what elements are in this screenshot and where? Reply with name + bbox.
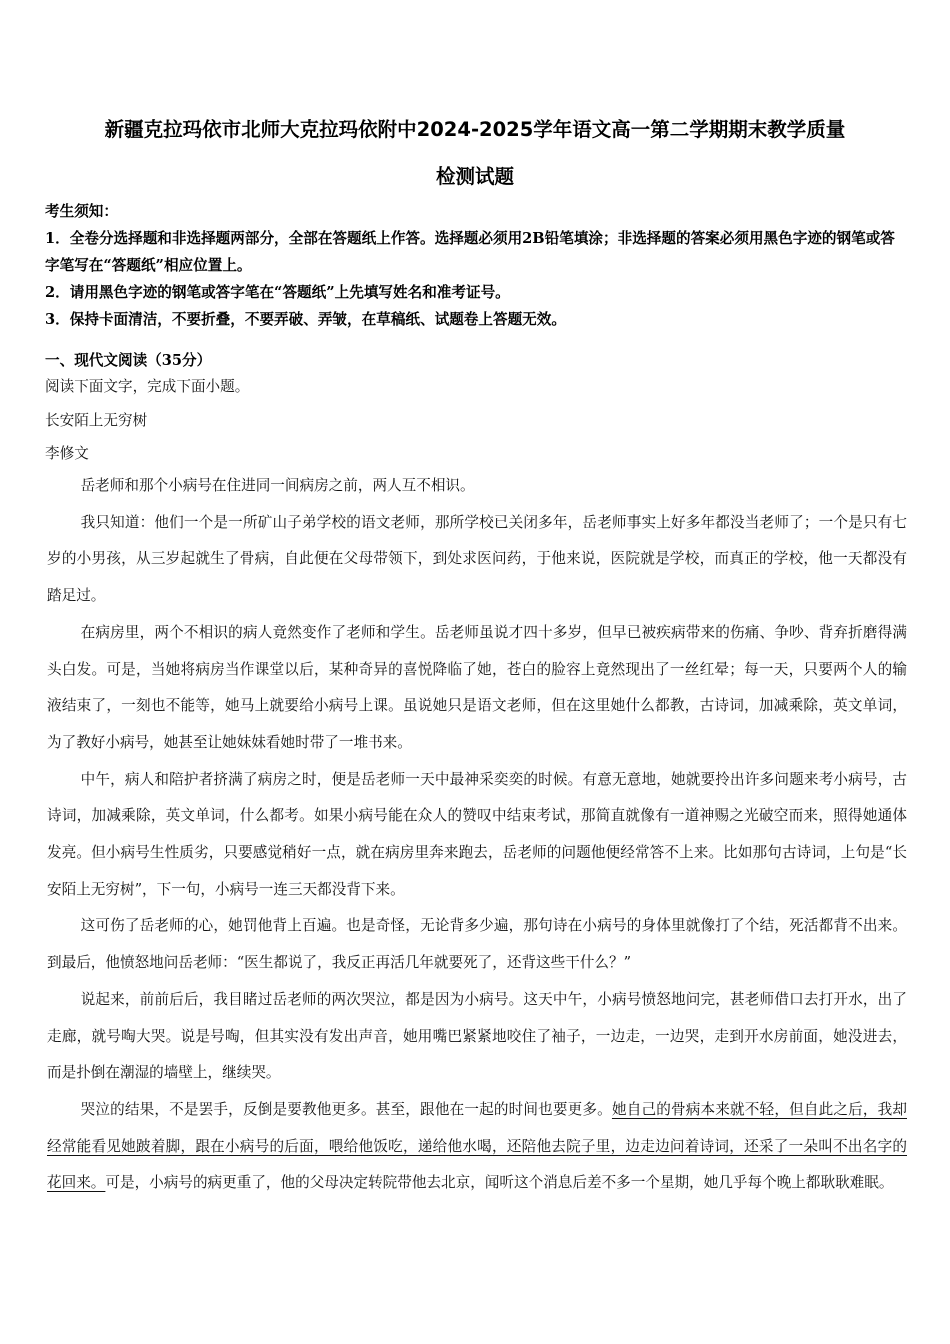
paragraph-text: 可是，小病号的病更重了，他的父母决定转院带他去北京，闻听这个消息后差不多一个星期，她几乎每个晚上都耿耿难眠。 [105,1174,894,1192]
article-paragraph: 说起来，前前后后，我目睹过岳老师的两次哭泣，都是因为小病号。这天中午，小病号愤怒地问完，甚老师借口去打开水，出了走廊，就号啕大哭。说是号啕，但其实没有发出声音，她用嘴巴紧紧地咬住了袖子，一边走，一边哭，走到开水房前面，她没进去，而是扑倒在潮湿的墙壁上，继续哭。 [47,990,907,1082]
section-heading: 一、现代文阅读（35分） [45,352,212,369]
article-author: 李修文 [45,445,89,462]
paragraph-text: 哭泣的结果，不是罢手，反倒是要教他更多。甚至，跟他在一起的时间也要更多。 [80,1100,612,1118]
article-paragraph: 这可伤了岳老师的心，她罚他背上百遍。也是奇怪，无论背多少遍，那句诗在小病号的身体里就像打了个结，死活都背不出来。到最后，他愤怒地问岳老师：“医生都说了，我反正再活几年就要死了，还背这些干什么？” [47,917,907,972]
article-title: 长安陌上无穷树 [45,412,148,429]
article-paragraph: 我只知道：他们一个是一所矿山子弟学校的语文老师，那所学校已关闭多年，岳老师事实上好多年都没当老师了；一个是只有七岁的小男孩，从三岁起就生了骨病，自此便在父母带领下，到处求医问药，于他来说，医院就是学校，而真正的学校，他一天都没有踏足过。 [47,513,907,605]
notice-item-1: 1．全卷分选择题和非选择题两部分，全部在答题纸上作答。选择题必须用2B铅笔填涂；非选择题的答案必须用黑色字迹的钢笔或答字笔写在“答题纸”相应位置上。 [45,230,895,274]
article-body [47,468,907,1202]
notice-item-3: 3．保持卡面清洁，不要折叠，不要弄破、弄皱，在草稿纸、试题卷上答题无效。 [45,311,566,328]
article-paragraph: 岳老师和那个小病号在住进同一间病房之前，两人互不相识。 [80,477,475,494]
exam-title-line2: 检测试题 [435,165,514,188]
reading-instruction: 阅读下面文字，完成下面小题。 [45,378,250,395]
article-paragraph: 在病房里，两个不相识的病人竟然变作了老师和学生。岳老师虽说才四十多岁，但早已被疾病带来的伤痛、争吵、背弃折磨得满头白发。可是，当她将病房当作课堂以后，某种奇异的喜悦降临了她，苍白的脸容上竟然现出了一丝红晕；每一天，只要两个人的输液结束了，一刻也不能等，她马上就要给小病号上课。虽说她只是语文老师，但在这里她什么都教，古诗词，加减乘除，英文单词，为了教好小病号，她甚至让她妹妹看她时带了一堆书来。 [47,623,907,751]
underlined-sentence: 她自己的骨病本来就不轻，但自此之后，我却经常能看见她跛着脚，跟在小病号的后面，喂给他饭吃，递给他水喝，还陪他去院子里，边走边问着诗词，还采了一朵叫不出名字的花回来。 [47,1100,907,1192]
exam-title-line1: 新疆克拉玛依市北师大克拉玛依附中2024-2025学年语文高一第二学期期末教学质量 [104,118,846,141]
article-paragraph-last [47,1092,907,1202]
candidate-notice [45,198,905,333]
notice-item-2: 2．请用黑色字迹的钢笔或答字笔在“答题纸”上先填写姓名和准考证号。 [45,284,510,301]
notice-heading: 考生须知： [45,203,118,220]
article-paragraph: 中午，病人和陪护者挤满了病房之时，便是岳老师一天中最神采奕奕的时候。有意无意地，她就要拎出许多问题来考小病号，古诗词，加减乘除，英文单词，什么都考。如果小病号能在众人的赞叹中结束考试，那简直就像有一道神赐之光破空而来，照得她通体发亮。但小病号生性质劣，只要感觉稍好一点，就在病房里奔来跑去，岳老师的问题他便经常答不上来。比如那句古诗词，上句是“长安陌上无穷树”，下一句，小病号一连三天都没背下来。 [47,770,907,898]
